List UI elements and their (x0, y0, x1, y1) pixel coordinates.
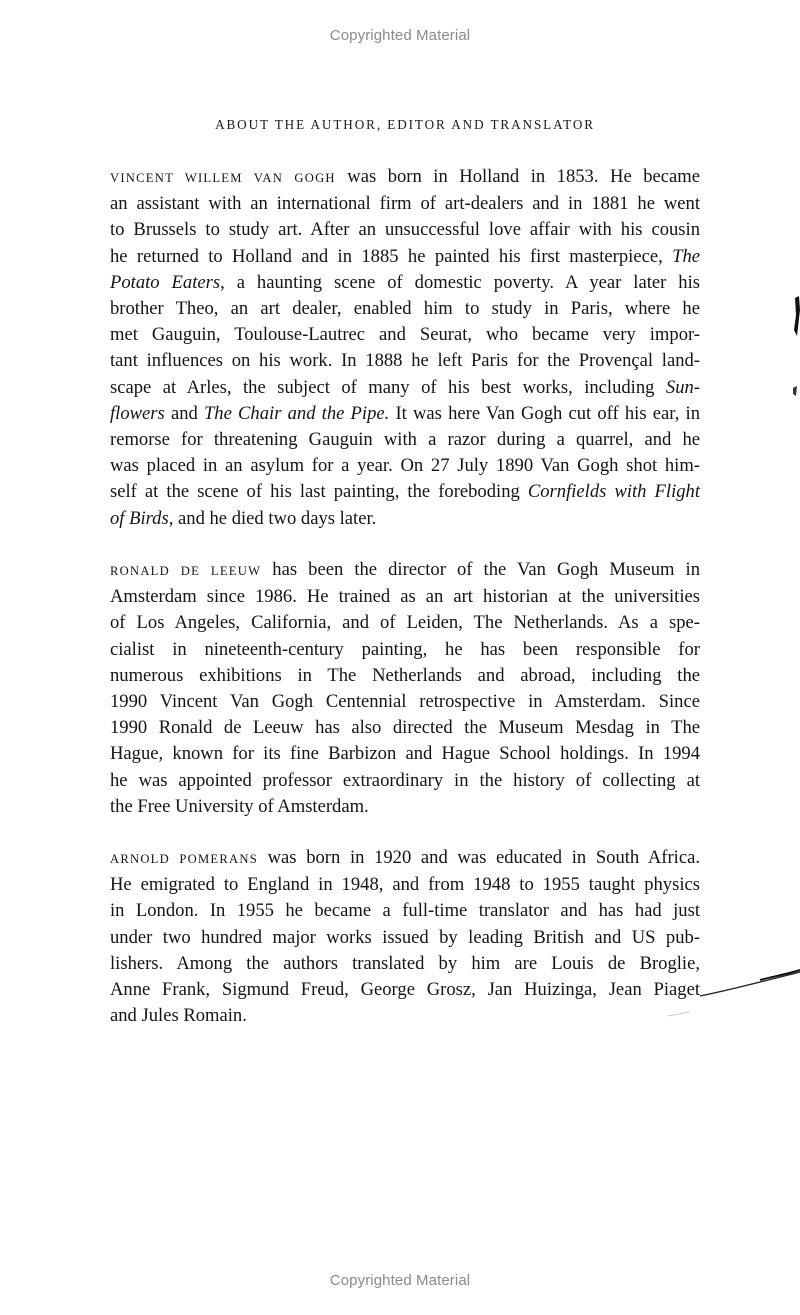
scan-mark (794, 296, 800, 336)
bio-line: 1990 Ronald de Leeuw has also directed the Museum Mesdag in The (110, 717, 700, 739)
bio-line: he returned to Holland and in 1885 he painted his first masterpiece, The (110, 245, 700, 267)
bio-line: RONALD DE LEEUW has been the director of the Van Gogh Museum in (110, 559, 700, 580)
bio-line: VINCENT WILLEM VAN GOGH was born in Holland in 1853. He became (110, 166, 700, 187)
title-sunflowers-part1: Sun- (665, 376, 700, 398)
bio-line: numerous exhibitions in The Netherlands and abroad, including the (110, 664, 700, 686)
scan-mark (700, 972, 800, 996)
bio-line: Potato Eaters, a haunting scene of domestic poverty. A year later his (110, 271, 700, 293)
scan-mark (668, 1012, 690, 1016)
bio-line: he was appointed professor extraordinary in the history of collecting at (110, 769, 700, 791)
title-cornfields-part1: Cornfields with Flight (527, 481, 700, 503)
title-sunflowers: flowers (110, 402, 165, 424)
title-chair-and-pipe: The Chair and the Pipe. (203, 402, 390, 424)
bio-line: scape at Arles, the subject of many of his best works, including Sun- (110, 376, 700, 398)
bio-line: of Los Angeles, California, and of Leiden, The Netherlands. As a spe- (110, 612, 700, 634)
bio-line: cialist in nineteenth-century painting, he has been responsible for (110, 638, 700, 660)
bio-line: to Brussels to study art. After an unsuccessful love affair with his cousin (110, 219, 700, 241)
bio-line: tant influences on his work. In 1888 he left Paris for the Provençal land- (110, 350, 700, 372)
bio-name-van-gogh: VINCENT WILLEM VAN GOGH (110, 171, 336, 185)
watermark-bottom: Copyrighted Material (329, 1272, 471, 1289)
bio-line: brother Theo, an art dealer, enabled him to study in Paris, where he (110, 298, 700, 320)
title-potato-eaters-part1: The (672, 245, 700, 267)
bio-line: of Birds, and he died two days later. (110, 507, 377, 529)
bio-line: Amsterdam since 1986. He trained as an art historian at the universities (110, 586, 700, 608)
bio-line: remorse for threatening Gauguin with a razor during a quarrel, and he (110, 429, 700, 451)
title-potato-eaters: Potato Eaters (110, 271, 221, 293)
bio-line: He emigrated to England in 1948, and from 1948 to 1955 taught physics (110, 874, 700, 896)
bio-line: under two hundred major works issued by leading British and US pub- (110, 926, 700, 948)
bio-name-pomerans: ARNOLD POMERANS (110, 852, 258, 866)
bio-line: self at the scene of his last painting, the foreboding Cornfields with Flight (110, 481, 700, 503)
bio-line: Hague, known for its fine Barbizon and Hague School holdings. In 1994 (110, 743, 700, 765)
bio-line: in London. In 1955 he became a full-time translator and has had just (110, 900, 700, 922)
scan-mark (760, 970, 800, 980)
bio-line: Anne Frank, Sigmund Freud, George Grosz, Jan Huizinga, Jean Piaget (110, 979, 700, 1001)
title-cornfields: of Birds (110, 507, 169, 529)
bio-line: flowers and The Chair and the Pipe. It was here Van Gogh cut off his ear, in (110, 402, 700, 424)
bio-line: ARNOLD POMERANS was born in 1920 and was educated in South Africa. (110, 847, 700, 868)
bio-line: was placed in an asylum for a year. On 27 July 1890 Van Gogh shot him- (110, 455, 700, 477)
scan-mark (793, 386, 797, 396)
bio-line: an assistant with an international firm of art-dealers and in 1881 he went (110, 193, 700, 215)
bio-line: met Gauguin, Toulouse-Lautrec and Seurat, who became very impor- (110, 324, 700, 346)
bio-line: and Jules Romain. (110, 1005, 247, 1027)
bio-line: the Free University of Amsterdam. (110, 795, 369, 817)
page-heading: ABOUT THE AUTHOR, EDITOR AND TRANSLATOR (215, 117, 595, 132)
watermark-top: Copyrighted Material (329, 27, 471, 44)
bio-line: 1990 Vincent Van Gogh Centennial retrospective in Amsterdam. Since (110, 691, 700, 713)
bio-line: lishers. Among the authors translated by him are Louis de Broglie, (110, 952, 700, 974)
bio-name-de-leeuw: RONALD DE LEEUW (110, 564, 262, 578)
